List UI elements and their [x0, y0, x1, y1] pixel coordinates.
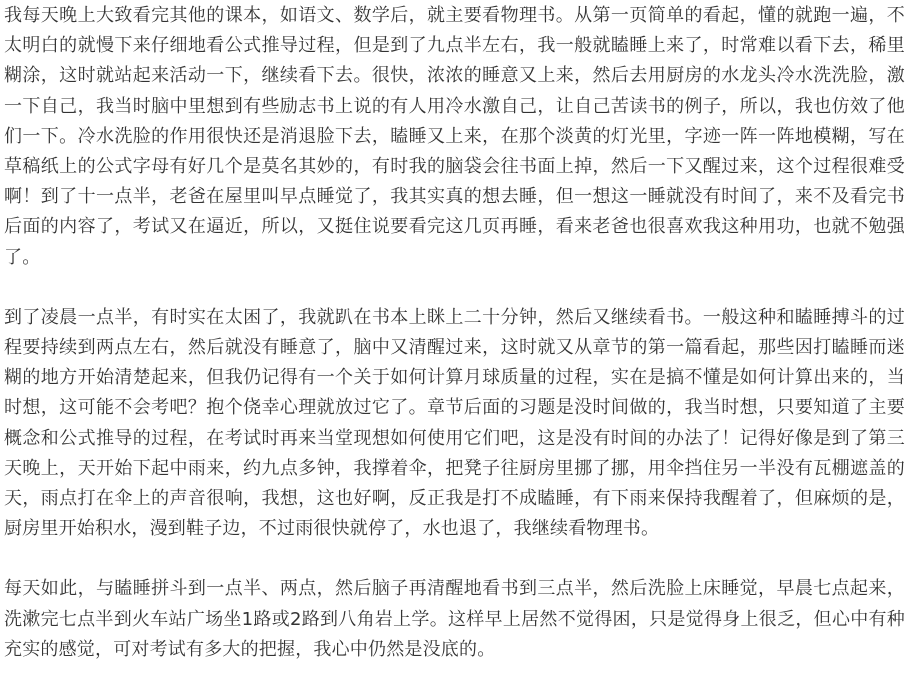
article-body — [0, 1, 913, 665]
paragraph-3: 每天如此，与瞌睡拼斗到一点半、两点，然后脑子再清醒地看书到三点半，然后洗脸上床睡觉，早晨七点起来，洗漱完七点半到火车站广场坐1路或2路到八角岩上学。这样早上居然不觉得困，只是觉得身上很乏，但心中有种充实的感觉，可对考试有多大的把握，我心中仍然是没底的。 — [4, 578, 905, 660]
paragraph-2: 到了凌晨一点半，有时实在太困了，我就趴在书本上眯上二十分钟，然后又继续看书。一般这种和瞌睡搏斗的过程要持续到两点左右，然后就没有睡意了，脑中又清醒过来，这时就又从章节的第一篇看起，那些因打瞌睡而迷糊的地方开始清楚起来，但我仍记得有一个关于如何计算月球质量的过程，实在是搞不懂是如何计算出来的，当时想，这可能不会考吧？抱个侥幸心理就放过它了。章节后面的习题是没时间做的，我当时想，只要知道了主要概念和公式推导的过程，在考试时再来当堂现想如何使用它们吧，这是没有时间的办法了！记得好像是到了第三天晚上，天开始下起中雨来，约九点多钟，我撑着伞，把凳子往厨房里挪了挪，用伞挡住另一半没有瓦棚遮盖的天，雨点打在伞上的声音很响，我想，这也好啊，反正我是打不成瞌睡，有下雨来保持我醒着了，但麻烦的是，厨房里开始积水，漫到鞋子边，不过雨很快就停了，水也退了，我继续看物理书。 — [4, 306, 905, 540]
paragraph-1: 我每天晚上大致看完其他的课本，如语文、数学后，就主要看物理书。从第一页简单的看起，懂的就跑一遍，不太明白的就慢下来仔细地看公式推导过程，但是到了九点半左右，我一般就瞌睡上来了，时常难以看下去，稀里糊涂，这时就站起来活动一下，继续看下去。很快，浓浓的睡意又上来，然后去用厨房的水龙头冷水洗洗脸，激一下自己，我当时脑中里想到有些励志书上说的有人用冷水激自己，让自己苦读书的例子，所以，我也仿效了他们一下。冷水洗脸的作用很快还是消退脸下去，瞌睡又上来，在那个淡黄的灯光里，字迹一阵一阵地模糊，写在草稿纸上的公式字母有好几个是莫名其妙的，有时我的脑袋会往书面上掉，然后一下又醒过来，这个过程很难受啊！到了十一点半，老爸在屋里叫早点睡觉了，我其实真的想去睡，但一想这一睡就没有时间了，来不及看完书后面的内容了，考试又在逼近，所以，又挺住说要看完这几页再睡，看来老爸也很喜欢我这种用功，也就不勉强了。 — [4, 5, 905, 268]
